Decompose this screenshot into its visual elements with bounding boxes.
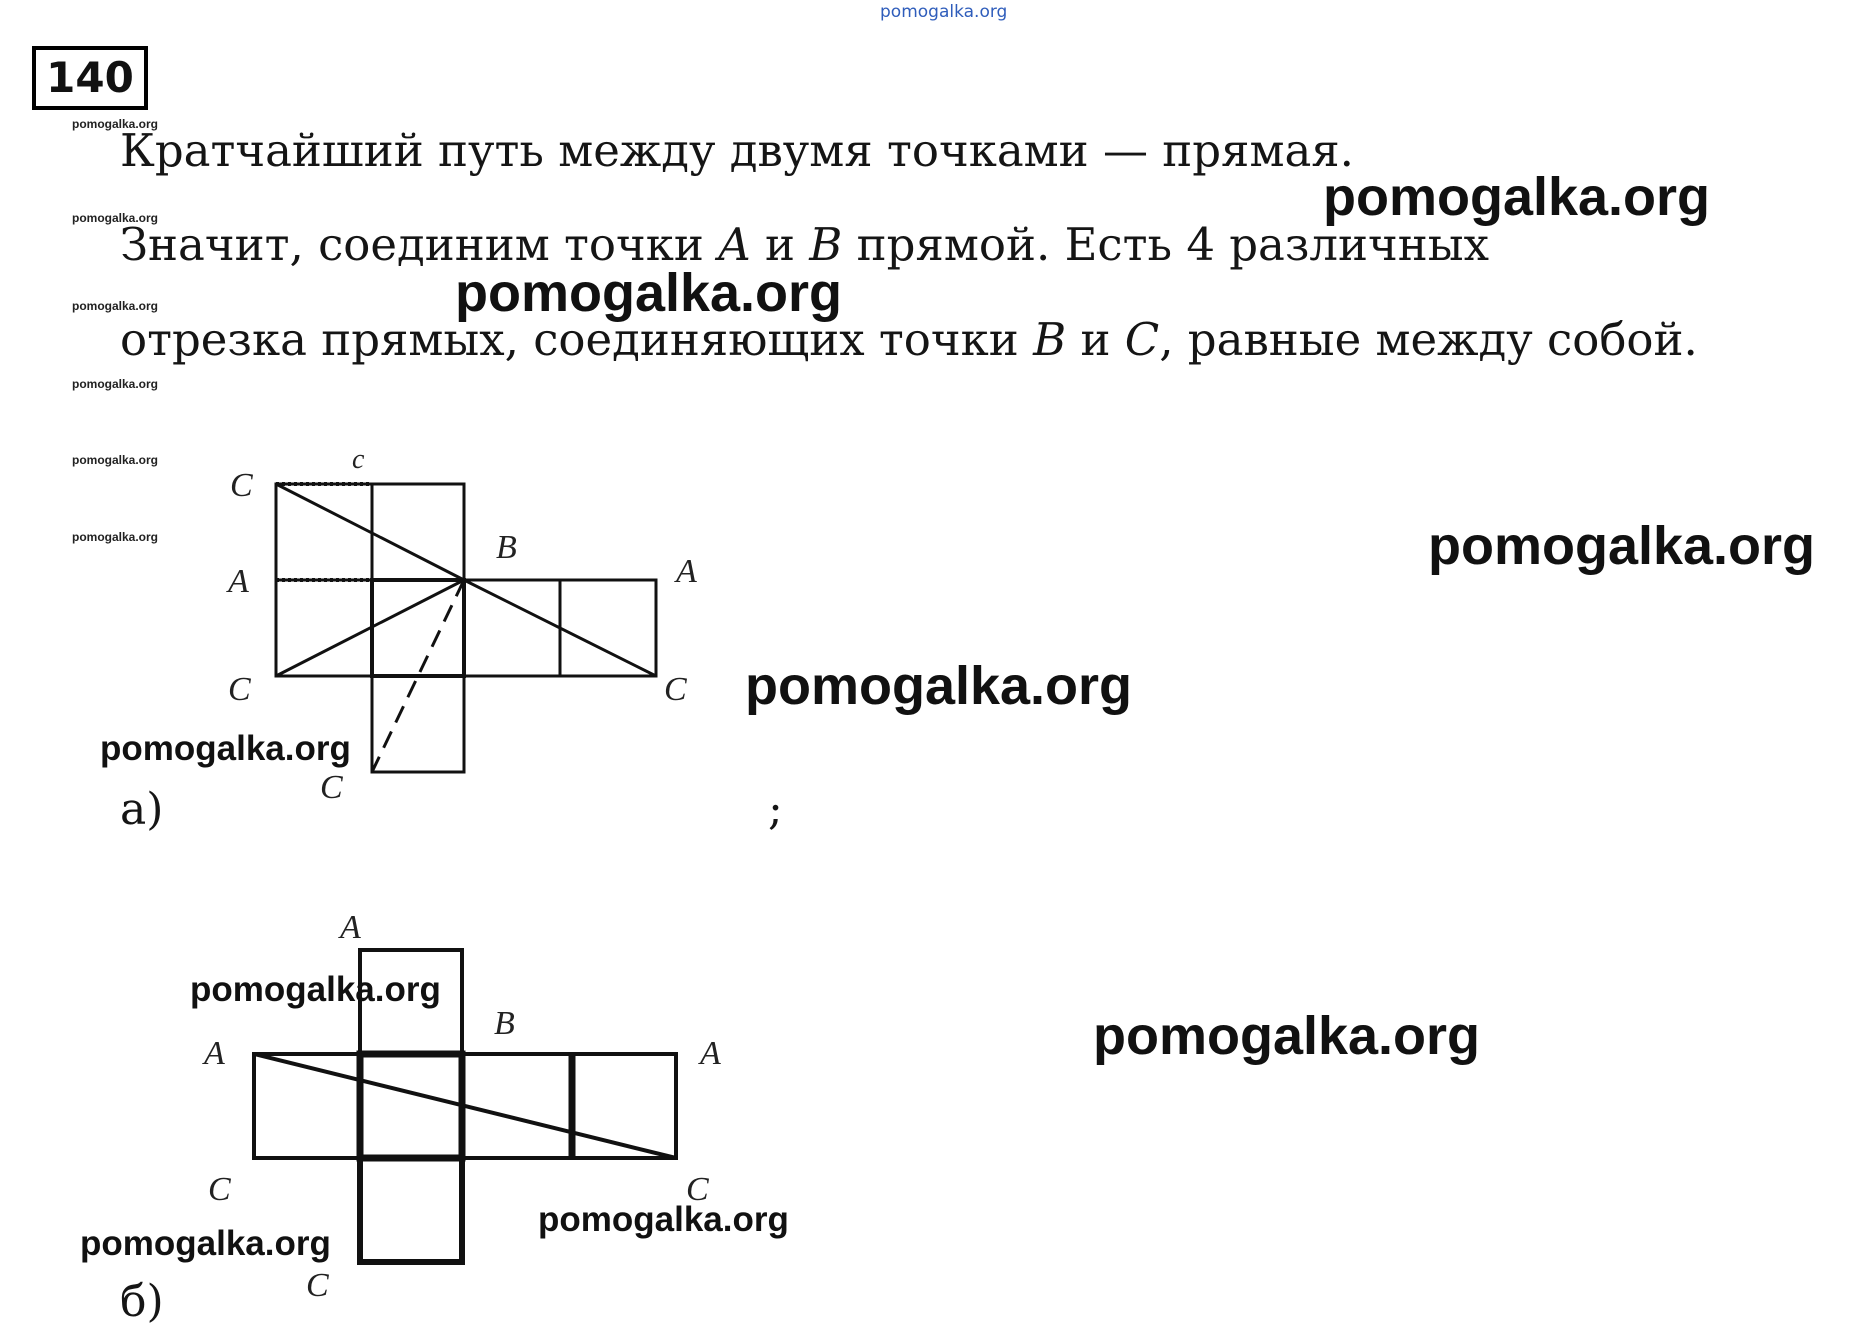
cube-face [372, 580, 464, 676]
cube-face [372, 676, 464, 772]
label-C: C [208, 1171, 231, 1208]
watermark-small: pomogalka.org [72, 377, 159, 391]
caption-b: б) [120, 1276, 164, 1327]
label-A: A [340, 909, 361, 946]
watermark-small: pomogalka.org [72, 117, 159, 131]
text-line-1: Кратчайший путь между двумя точками — прямая. [120, 124, 1354, 177]
cube-face [276, 484, 372, 580]
text-fragment: , равные между собой. [1159, 313, 1698, 366]
label-A: A [204, 1035, 225, 1072]
cube-face [360, 1158, 462, 1262]
point-B-label: B [809, 218, 843, 271]
label-B: B [496, 529, 517, 566]
cube-face [372, 484, 464, 580]
cube-face [464, 580, 560, 676]
point-A-label: A [718, 218, 751, 271]
watermark-big: pomogalka.org [745, 656, 1133, 716]
watermark-mid: pomogalka.org [80, 1224, 331, 1263]
label-c: c [352, 444, 365, 475]
label-C: C [686, 1171, 709, 1208]
watermark-small: pomogalka.org [72, 299, 159, 313]
text-fragment: и [1066, 313, 1125, 366]
point-B-label: B [1033, 313, 1067, 366]
watermark-big: pomogalka.org [455, 263, 843, 323]
label-A: A [676, 553, 697, 590]
watermark-top: pomogalka.org [880, 2, 1008, 22]
label-C: C [230, 467, 253, 504]
label-C: C [664, 671, 687, 708]
text-fragment: отрезка прямых, соединяющих точки [120, 313, 1034, 366]
watermark-mid: pomogalka.org [538, 1200, 789, 1239]
cube-face [560, 580, 656, 676]
cube-face [276, 580, 372, 676]
caption-a: а) [120, 784, 164, 835]
text-fragment: Значит, соединим точки [120, 218, 719, 271]
caption-separator: ; [768, 784, 783, 835]
watermark-big: pomogalka.org [1323, 167, 1711, 227]
label-B: B [494, 1005, 515, 1042]
cube-face [254, 1054, 360, 1158]
text-fragment: и [750, 218, 810, 271]
text-line-3 [120, 313, 1698, 366]
watermark-small: pomogalka.org [72, 453, 159, 467]
label-A: A [228, 563, 249, 600]
watermark-big: pomogalka.org [1093, 1006, 1481, 1066]
watermark-big: pomogalka.org [1428, 516, 1816, 576]
point-C-label: C [1124, 313, 1160, 366]
segment-BC [276, 484, 464, 580]
watermark-mid: pomogalka.org [100, 729, 351, 768]
watermark-small: pomogalka.org [72, 530, 159, 544]
label-C: C [320, 769, 343, 806]
text-fragment: прямой. Есть 4 различных [842, 218, 1489, 271]
cube-face [462, 1054, 572, 1158]
watermark-mid: pomogalka.org [190, 970, 441, 1009]
cube-face [360, 1054, 462, 1158]
label-C: C [306, 1267, 329, 1304]
label-A: A [700, 1035, 721, 1072]
watermark-small: pomogalka.org [72, 211, 159, 225]
cube-face [572, 1054, 676, 1158]
label-C: C [228, 671, 251, 708]
problem-number: 140 [32, 46, 148, 110]
